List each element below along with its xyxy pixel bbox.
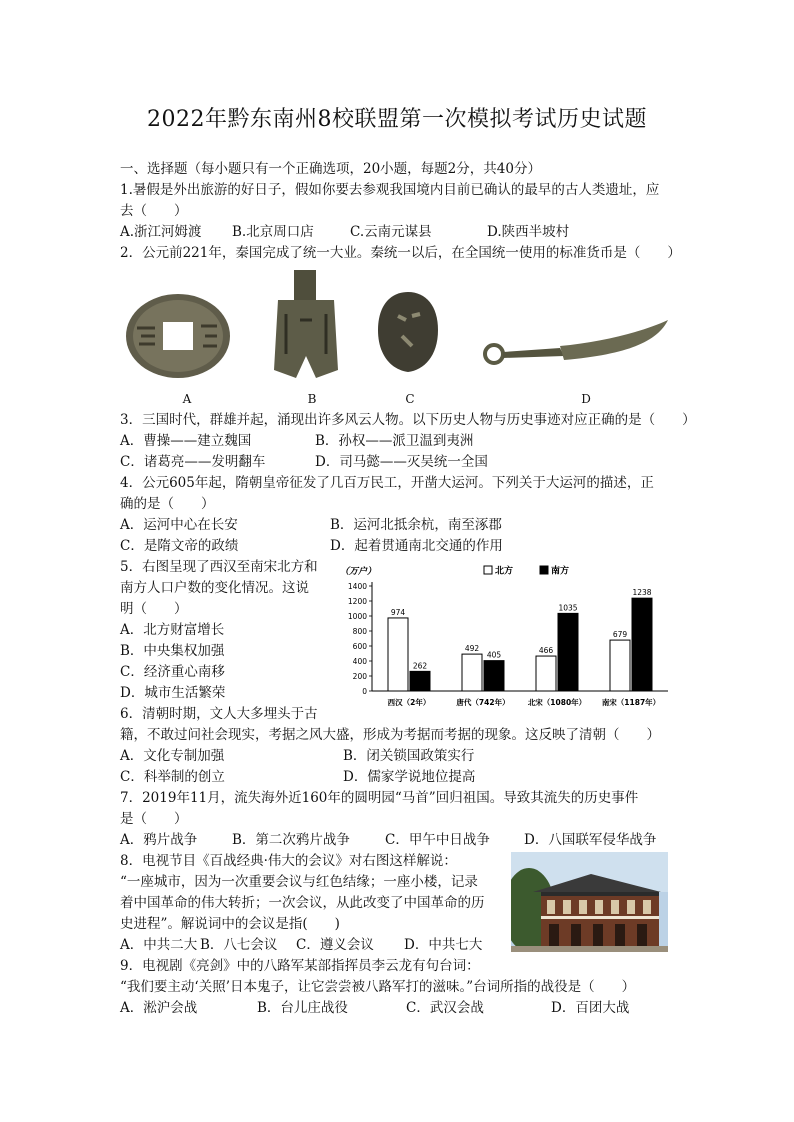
data-label: 679 <box>612 630 628 640</box>
data-label: 466 <box>538 646 554 656</box>
q8-option-c[interactable]: C．遵义会议 <box>296 937 374 953</box>
coin-banliang-image[interactable] <box>123 292 233 380</box>
y-axis-unit-label: （万户） <box>340 567 377 577</box>
q4-option-a[interactable]: A．运河中心在长安 <box>120 517 238 533</box>
bar-north <box>388 618 408 691</box>
q8-option-d[interactable]: D．中共七大 <box>404 937 483 953</box>
data-label: 1035 <box>558 603 578 613</box>
legend-swatch-south <box>540 566 548 574</box>
q1-option-d[interactable]: D.陕西半坡村 <box>487 224 570 240</box>
q7-stem: 7．2019年11月，流失海外近160年的圆明园“马首”回归祖国。导致其流失的历史事件 <box>120 790 639 806</box>
coin-label-a: A <box>182 392 192 406</box>
q9-option-d[interactable]: D．百团大战 <box>551 1000 630 1016</box>
q6-option-c[interactable]: C．科举制的创立 <box>120 769 225 785</box>
q6-option-b[interactable]: B．闭关锁国政策实行 <box>343 748 475 764</box>
population-bar-chart <box>336 558 676 714</box>
q5-option-a[interactable]: A．北方财富增长 <box>120 622 225 638</box>
legend-label: 南方 <box>551 566 570 577</box>
coin-spade-image[interactable] <box>268 270 344 382</box>
q5-stem-cont2: 明（ ） <box>120 601 188 617</box>
section-heading: 一、选择题（每小题只有一个正确选项，20小题，每题2分，共40分） <box>120 161 541 177</box>
y-tick-label: 200 <box>352 672 367 681</box>
data-label: 1238 <box>632 588 652 598</box>
q1-option-b[interactable]: B.北京周口店 <box>232 224 314 240</box>
q3-option-c[interactable]: C．诸葛亮——发明翻车 <box>120 454 266 470</box>
coin-label-c: C <box>405 392 415 406</box>
q8-option-a[interactable]: A．中共二大 <box>120 937 198 953</box>
q4-stem: 4．公元605年起，隋朝皇帝征发了几百万民工，开凿大运河。下列关于大运河的描述，正 <box>120 475 654 491</box>
q5-stem: 5．右图呈现了西汉至南宋北方和 <box>120 559 318 575</box>
q2-stem: 2．公元前221年，秦国完成了统一大业。秦统一以后，在全国统一使用的标准货币是（ ） <box>120 245 681 261</box>
q7-option-c[interactable]: C．甲午中日战争 <box>385 832 490 848</box>
bar-south <box>632 598 652 691</box>
q6-option-d[interactable]: D．儒家学说地位提高 <box>343 769 476 785</box>
x-category-label: 南宋（1187年） <box>601 698 661 707</box>
data-label: 262 <box>412 661 428 671</box>
bar-north <box>462 654 482 691</box>
page-title: 2022年黔东南州8校联盟第一次模拟考试历史试题 <box>147 107 647 132</box>
q7-option-b[interactable]: B．第二次鸦片战争 <box>232 832 350 848</box>
q7-option-a[interactable]: A．鸦片战争 <box>120 832 198 848</box>
y-tick-label: 600 <box>352 642 367 651</box>
q9-option-c[interactable]: C．武汉会战 <box>406 1000 484 1016</box>
q6-stem-cont: 籍，不敢过问社会现实，考据之风大盛，形成为考据而考据的现象。这反映了清朝（ ） <box>120 727 660 743</box>
q3-stem: 3．三国时代，群雄并起，涌现出许多风云人物。以下历史人物与历史事迹对应正确的是（ ） <box>120 412 696 428</box>
q4-option-b[interactable]: B．运河北抵余杭，南至涿郡 <box>330 517 502 533</box>
bar-north <box>610 640 630 691</box>
q7-stem-cont: 是（ ） <box>120 811 188 827</box>
q6-stem: 6．清朝时期，文人大多埋头于古 <box>120 706 318 722</box>
y-tick-label: 400 <box>352 657 367 666</box>
q3-option-a[interactable]: A．曹操——建立魏国 <box>120 433 252 449</box>
coin-knife-image[interactable] <box>482 318 672 372</box>
q8-stem-cont1: “一座城市，因为一次重要会议与红色结缘；一座小楼，记录 <box>120 874 478 890</box>
q8-option-b[interactable]: B．八七会议 <box>200 937 278 953</box>
coin-label-d: D <box>581 392 591 406</box>
q8-stem-cont2: 着中国革命的伟大转折；一次会议，从此改变了中国革命的历 <box>120 895 485 911</box>
legend-swatch-north <box>484 566 492 574</box>
y-tick-label: 800 <box>352 627 367 636</box>
x-category-label: 北宋（1080年） <box>527 698 587 707</box>
q1-option-c[interactable]: C.云南元谋县 <box>350 224 432 240</box>
q1-stem: 1.暑假是外出旅游的好日子，假如你要去参观我国境内目前已确认的最早的古人类遗址，应 <box>120 182 660 198</box>
bar-south <box>484 661 504 691</box>
q9-option-b[interactable]: B．台儿庄战役 <box>257 1000 348 1016</box>
q6-option-a[interactable]: A．文化专制加强 <box>120 748 225 764</box>
legend-label: 北方 <box>495 566 514 577</box>
data-label: 974 <box>390 607 406 617</box>
q4-stem-cont: 确的是（ ） <box>120 496 215 512</box>
q5-option-d[interactable]: D．城市生活繁荣 <box>120 685 226 701</box>
bar-south <box>558 613 578 691</box>
q3-option-b[interactable]: B．孙权——派卫温到夷洲 <box>315 433 474 449</box>
data-label: 492 <box>464 644 480 654</box>
coin-label-b: B <box>307 392 317 406</box>
q8-stem-cont3: 史进程”。解说词中的会议是指( ) <box>120 916 340 932</box>
y-tick-label: 1000 <box>347 612 367 621</box>
q1-option-a[interactable]: A.浙江河姆渡 <box>120 224 202 240</box>
q9-stem-cont: “我们要主动‘关照’日本鬼子，让它尝尝被八路军打的滋味。”台词所指的战役是（ ） <box>120 979 636 995</box>
q8-stem: 8．电视节目《百战经典·伟大的会议》对右图这样解说： <box>120 853 457 869</box>
y-tick-label: 1400 <box>347 582 367 591</box>
x-category-label: 西汉（2年） <box>387 698 431 707</box>
q5-option-b[interactable]: B．中央集权加强 <box>120 643 225 659</box>
q5-option-c[interactable]: C．经济重心南移 <box>120 664 225 680</box>
y-tick-label: 1200 <box>347 597 367 606</box>
coin-antnose-image[interactable] <box>374 290 442 374</box>
q1-stem-cont: 去（ ） <box>120 203 188 219</box>
y-tick-label: 0 <box>362 687 367 696</box>
q7-option-d[interactable]: D．八国联军侵华战争 <box>524 832 657 848</box>
q4-option-c[interactable]: C．是隋文帝的政绩 <box>120 538 239 554</box>
data-label: 405 <box>486 650 502 660</box>
bar-north <box>536 656 556 691</box>
bar-south <box>410 671 430 691</box>
q4-option-d[interactable]: D．起着贯通南北交通的作用 <box>330 538 503 554</box>
q3-option-d[interactable]: D．司马懿——灭吴统一全国 <box>315 454 488 470</box>
q5-stem-cont1: 南方人口户数的变化情况。这说 <box>120 580 309 596</box>
x-category-label: 唐代（742年） <box>456 698 510 707</box>
q9-option-a[interactable]: A．淞沪会战 <box>120 1000 198 1016</box>
q9-stem: 9．电视剧《亮剑》中的八路军某部指挥员李云龙有句台词： <box>120 958 480 974</box>
zunyi-building-photo[interactable] <box>511 852 668 952</box>
